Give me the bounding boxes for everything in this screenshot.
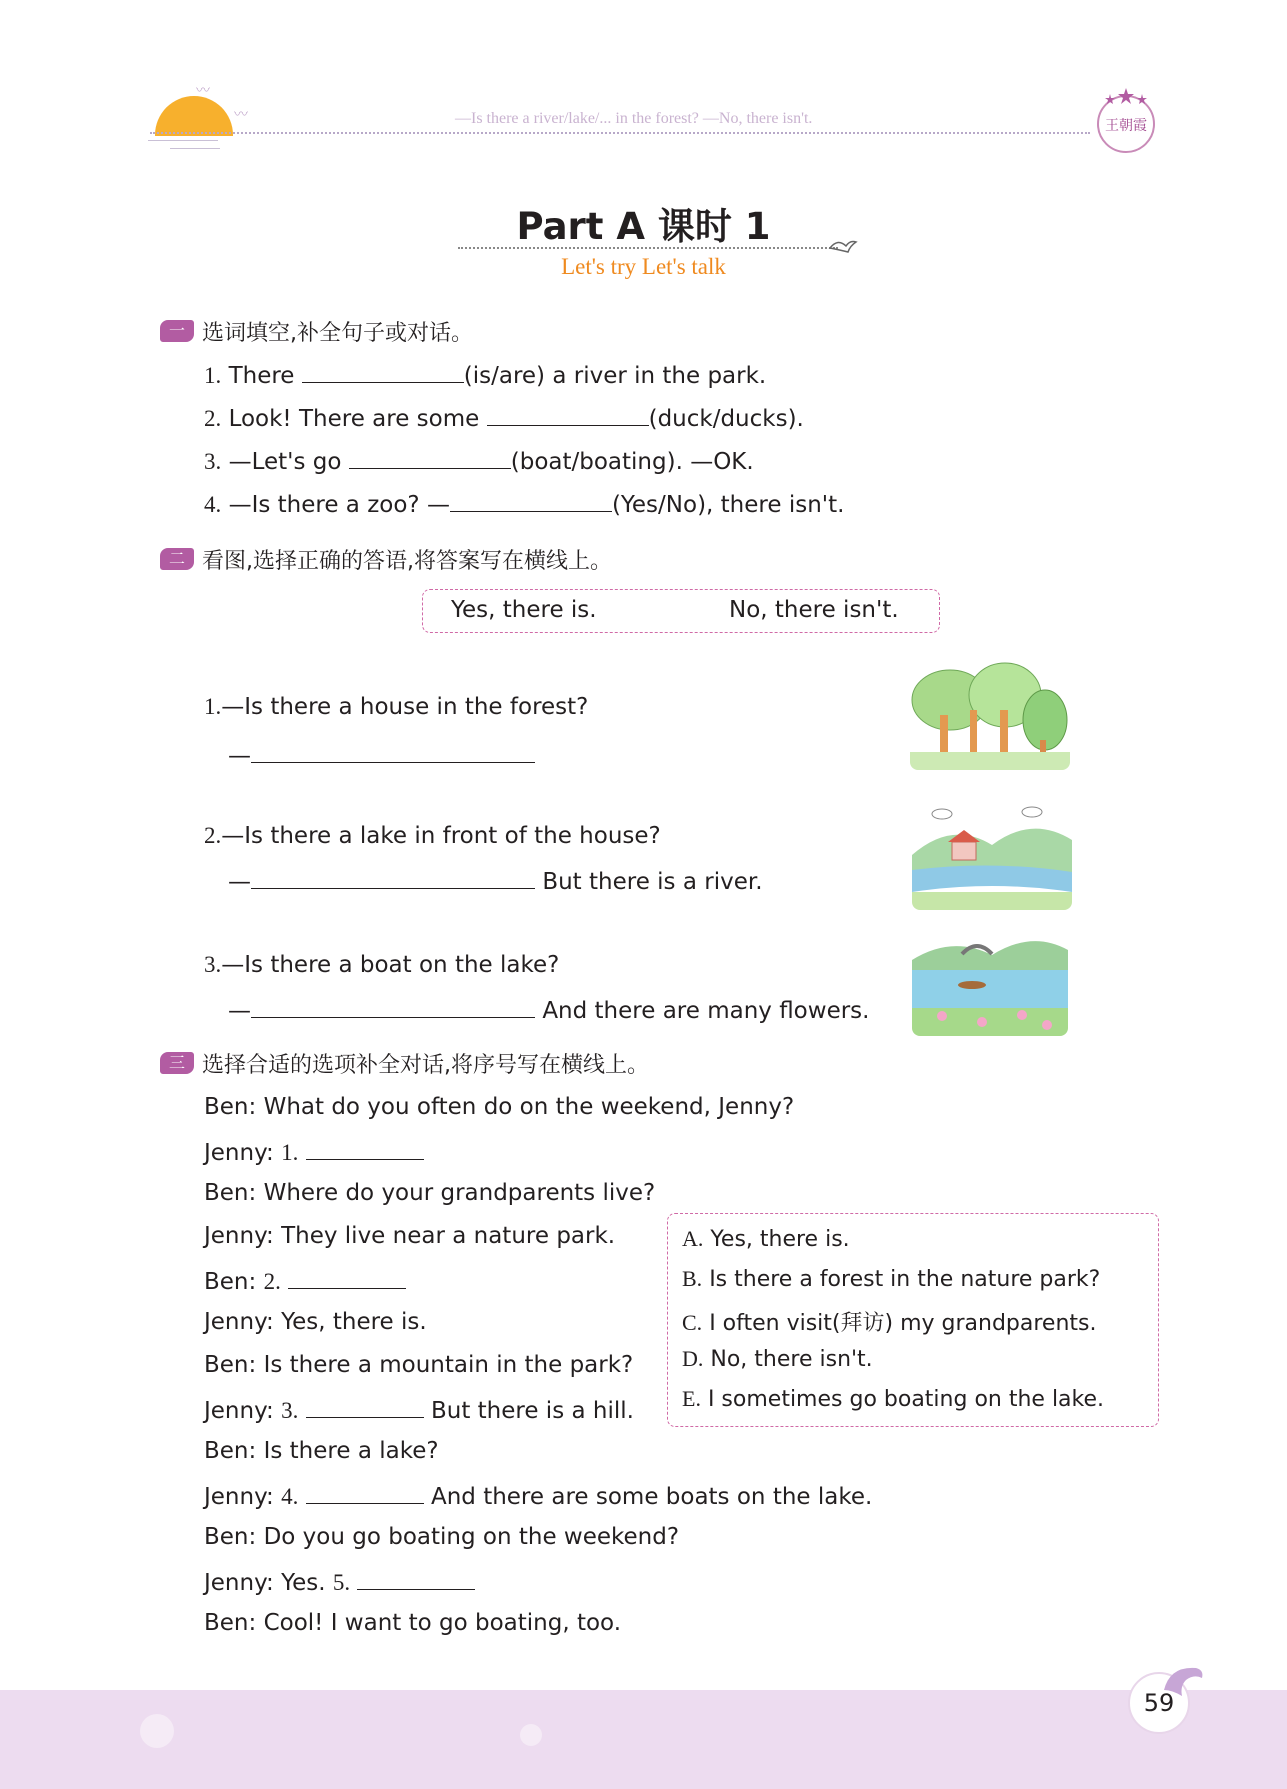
decorative-bubble <box>520 1724 542 1746</box>
answer-blank[interactable] <box>450 489 612 512</box>
header-divider <box>150 132 1090 134</box>
choices-box <box>667 1213 1159 1427</box>
bird-icon: 〰 <box>196 83 210 99</box>
running-header: —Is there a river/lake/... in the forest? —No, there isn't. <box>455 110 813 127</box>
dialogue-line: Ben: Where do your grandparents live? <box>204 1180 656 1206</box>
answer-options-box <box>422 589 940 633</box>
exercise-item: 4. —Is there a zoo? — (Yes/No), there isn't. <box>204 489 844 518</box>
dialogue-line: Jenny: Yes. 5. <box>204 1567 475 1596</box>
lesson-subtitle: Let's try Let's talk <box>561 254 726 279</box>
choice-item: E. I sometimes go boating on the lake. <box>682 1386 1105 1412</box>
dialogue-line: Jenny: They live near a nature park. <box>204 1223 616 1249</box>
answer-blank[interactable] <box>251 866 535 889</box>
dialogue-line: Ben: Is there a mountain in the park? <box>204 1352 634 1378</box>
answer-blank[interactable] <box>306 1395 424 1418</box>
exercise-item: 2. Look! There are some (duck/ducks). <box>204 403 804 432</box>
answer-line: — But there is a river. <box>228 866 763 895</box>
choice-item: A. Yes, there is. <box>682 1226 850 1252</box>
answer-blank[interactable] <box>302 360 464 383</box>
answer-blank[interactable] <box>306 1137 424 1160</box>
lake-flowers-picture <box>912 930 1068 1036</box>
dialogue-line: Ben: 2. <box>204 1266 406 1295</box>
exercise-item: 1. There (is/are) a river in the park. <box>204 360 766 389</box>
dialogue-line: Ben: Cool! I want to go boating, too. <box>204 1610 622 1636</box>
option-text: No, there isn't. <box>729 597 899 623</box>
forest-picture <box>910 660 1070 770</box>
header-decoration-line <box>148 140 218 141</box>
question-text: 3.—Is there a boat on the lake? <box>204 952 560 978</box>
answer-line: — And there are many flowers. <box>228 995 869 1024</box>
dialogue-line: Jenny: 3. But there is a hill. <box>204 1395 634 1424</box>
answer-blank[interactable] <box>288 1266 406 1289</box>
dialogue-line: Ben: Is there a lake? <box>204 1438 439 1464</box>
question-text: 2.—Is there a lake in front of the house? <box>204 823 661 849</box>
decorative-bubble <box>140 1714 174 1748</box>
footer-band <box>0 1690 1287 1789</box>
section-instruction: 选择合适的选项补全对话,将序号写在横线上。 <box>202 1053 649 1078</box>
choice-item: B. Is there a forest in the nature park? <box>682 1266 1101 1292</box>
answer-blank[interactable] <box>251 995 535 1018</box>
dialogue-line: Jenny: 4. And there are some boats on the lake. <box>204 1481 872 1510</box>
section-badge: 二 <box>160 548 194 570</box>
header-decoration-line <box>170 148 220 149</box>
publisher-logo <box>1090 84 1162 156</box>
exercise-item: 3. —Let's go (boat/boating). —OK. <box>204 446 754 475</box>
bird-icon: 〰 <box>234 107 248 123</box>
answer-blank[interactable] <box>349 446 511 469</box>
section-badge: 三 <box>160 1052 194 1074</box>
logo-text: 王朝霞 <box>1105 118 1147 134</box>
sun-decoration <box>155 96 233 136</box>
answer-blank[interactable] <box>357 1567 475 1590</box>
answer-line: — <box>228 740 535 769</box>
choice-item: C. I often visit(拜访) my grandparents. <box>682 1310 1097 1336</box>
page-title: Part A 课时 1 <box>516 205 771 248</box>
dialogue-line: Ben: What do you often do on the weekend, Jenny? <box>204 1094 795 1120</box>
dialogue-line: Jenny: 1. <box>204 1137 424 1166</box>
section-instruction: 选词填空,补全句子或对话。 <box>202 321 473 346</box>
dialogue-line: Jenny: Yes, there is. <box>204 1309 427 1335</box>
dolphin-icon <box>1160 1660 1206 1700</box>
question-text: 1.—Is there a house in the forest? <box>204 694 589 720</box>
title-underline <box>458 247 838 249</box>
answer-blank[interactable] <box>251 740 535 763</box>
answer-blank[interactable] <box>306 1481 424 1504</box>
choice-item: D. No, there isn't. <box>682 1346 873 1372</box>
section-instruction: 看图,选择正确的答语,将答案写在横线上。 <box>202 549 612 574</box>
dialogue-line: Ben: Do you go boating on the weekend? <box>204 1524 680 1550</box>
section-badge: 一 <box>160 320 194 342</box>
house-river-picture <box>912 800 1072 910</box>
answer-blank[interactable] <box>487 403 649 426</box>
page-number: 59 <box>1128 1672 1190 1734</box>
option-text: Yes, there is. <box>451 597 597 623</box>
